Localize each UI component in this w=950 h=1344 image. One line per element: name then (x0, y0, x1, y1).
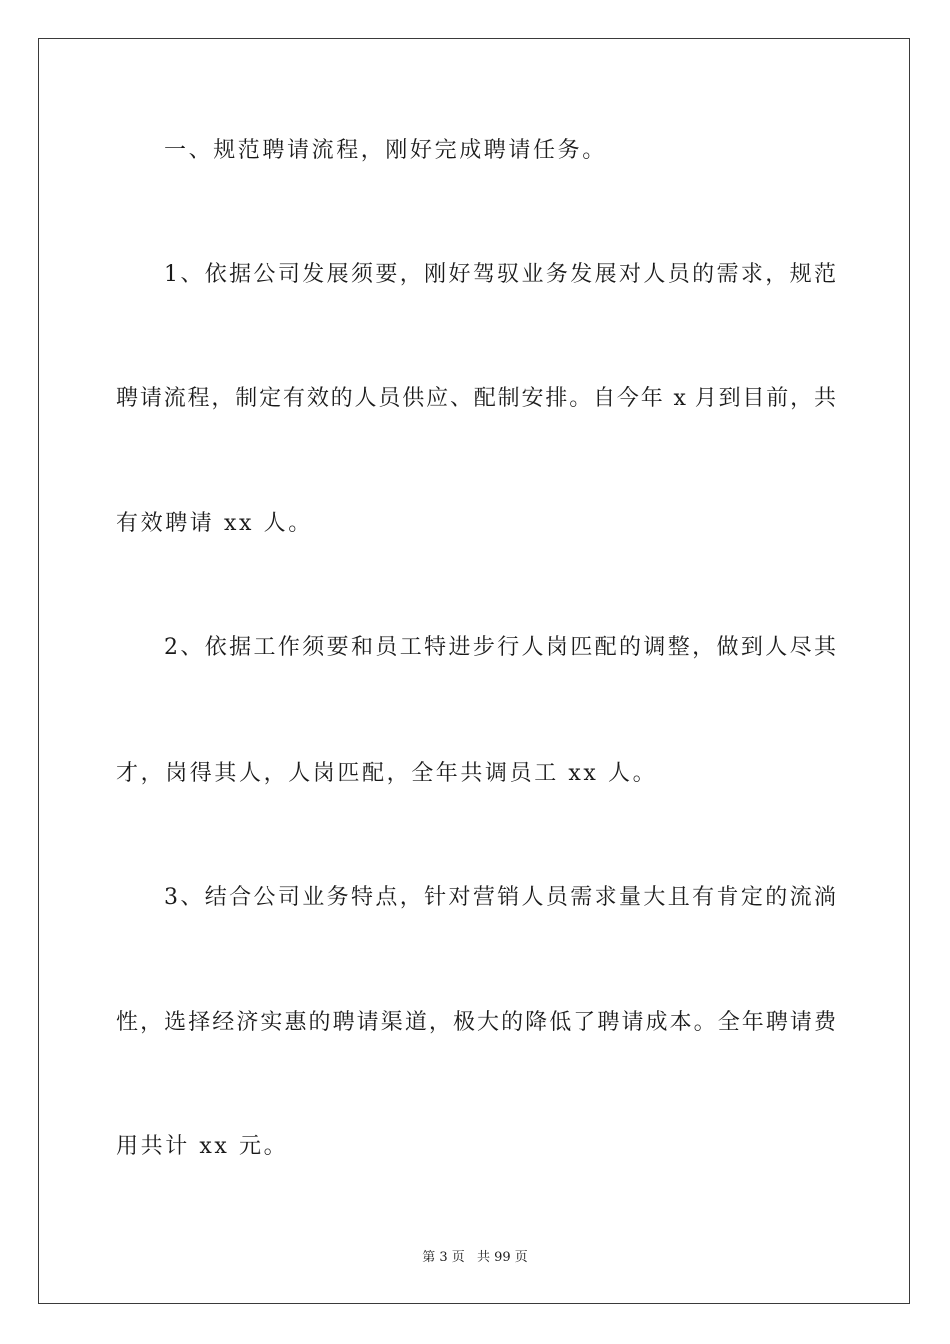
page-border (38, 38, 910, 1304)
heading-line: 一、规范聘请流程，刚好完成聘请任务。 (164, 138, 607, 163)
paragraph-3-line-1: 3、结合公司业务特点，针对营销人员需求量大且有肯定的流淌 (164, 885, 836, 910)
paragraph-1-line-3: 有效聘请 xx 人。 (116, 511, 313, 536)
paragraph-2-line-1: 2、依据工作须要和员工特进步行人岗匹配的调整，做到人尽其 (164, 635, 836, 660)
paragraph-3-line-3: 用共计 xx 元。 (116, 1134, 289, 1159)
page-number: 第 3 页 (422, 1250, 465, 1265)
paragraph-1-line-1: 1、依据公司发展须要，刚好驾驭业务发展对人员的需求，规范 (164, 262, 836, 287)
page-footer (0, 1246, 950, 1265)
paragraph-2-line-2: 才，岗得其人，人岗匹配，全年共调员工 xx 人。 (116, 761, 658, 786)
paragraph-1-line-2: 聘请流程，制定有效的人员供应、配制安排。自今年 x 月到目前，共 (116, 386, 836, 411)
page-total: 共 99 页 (476, 1250, 528, 1265)
paragraph-3-line-2: 性，选择经济实惠的聘请渠道，极大的降低了聘请成本。全年聘请费 (116, 1010, 836, 1035)
